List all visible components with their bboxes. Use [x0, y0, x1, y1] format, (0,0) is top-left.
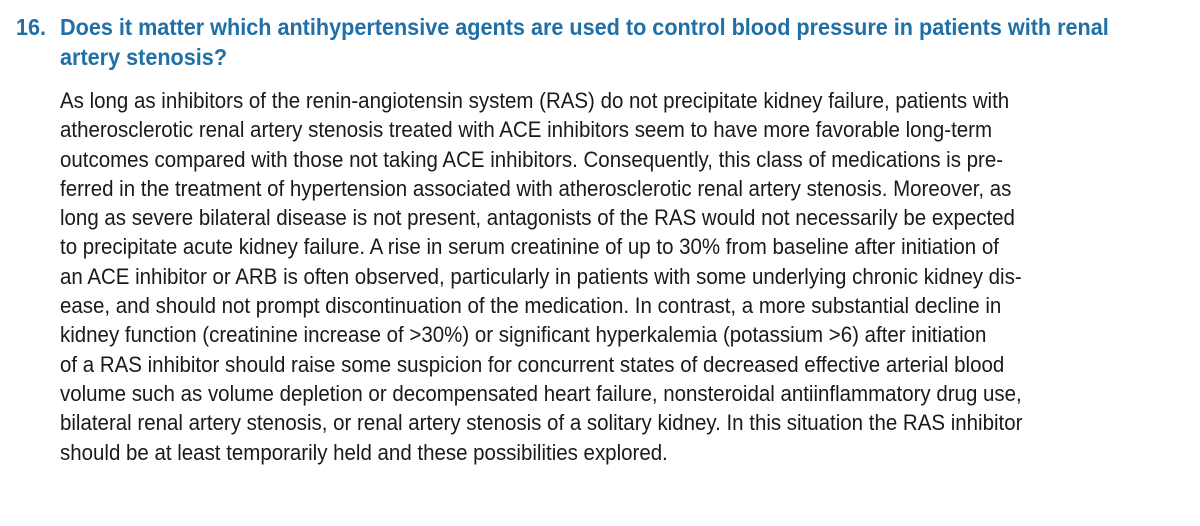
answer-paragraph — [60, 86, 1152, 467]
answer-line: an ACE inhibitor or ARB is often observed, particularly in patients with some underlying chronic kidney dis- — [60, 263, 1022, 289]
question-title: Does it matter which antihypertensive agents are used to control blood pressure in patients with renal artery stenosis? — [60, 14, 1109, 70]
answer-line: kidney function (creatinine increase of >30%) or significant hyperkalemia (potassium >6) after initiation — [60, 322, 987, 348]
answer-line: bilateral renal artery stenosis, or renal artery stenosis of a solitary kidney. In this situation the RAS inhibitor — [60, 410, 1023, 436]
answer-line: atherosclerotic renal artery stenosis treated with ACE inhibitors seem to have more favorable long-term — [60, 117, 993, 143]
answer-line: outcomes compared with those not taking ACE inhibitors. Consequently, this class of medications is pre- — [60, 146, 1004, 172]
answer-line: As long as inhibitors of the renin-angiotensin system (RAS) do not precipitate kidney failure, patients with — [60, 88, 1010, 113]
answer-line: of a RAS inhibitor should raise some suspicion for concurrent states of decreased effective arterial blood — [60, 351, 1005, 377]
answer-line: ease, and should not prompt discontinuation of the medication. In contrast, a more substantial decline in — [60, 293, 1002, 319]
answer-line: ferred in the treatment of hypertension associated with atherosclerotic renal artery stenosis. Moreover, as — [60, 175, 1012, 201]
answer-line: should be at least temporarily held and these possibilities explored. — [60, 439, 668, 465]
question-number: 16. — [16, 14, 47, 40]
answer-line: to precipitate acute kidney failure. A rise in serum creatinine of up to 30% from baseline after initiation of — [60, 234, 999, 260]
answer-line: long as severe bilateral disease is not present, antagonists of the RAS would not necessarily be expected — [60, 205, 1015, 231]
answer-line: volume such as volume depletion or decompensated heart failure, nonsteroidal antiinflammatory drug use, — [60, 380, 1022, 406]
